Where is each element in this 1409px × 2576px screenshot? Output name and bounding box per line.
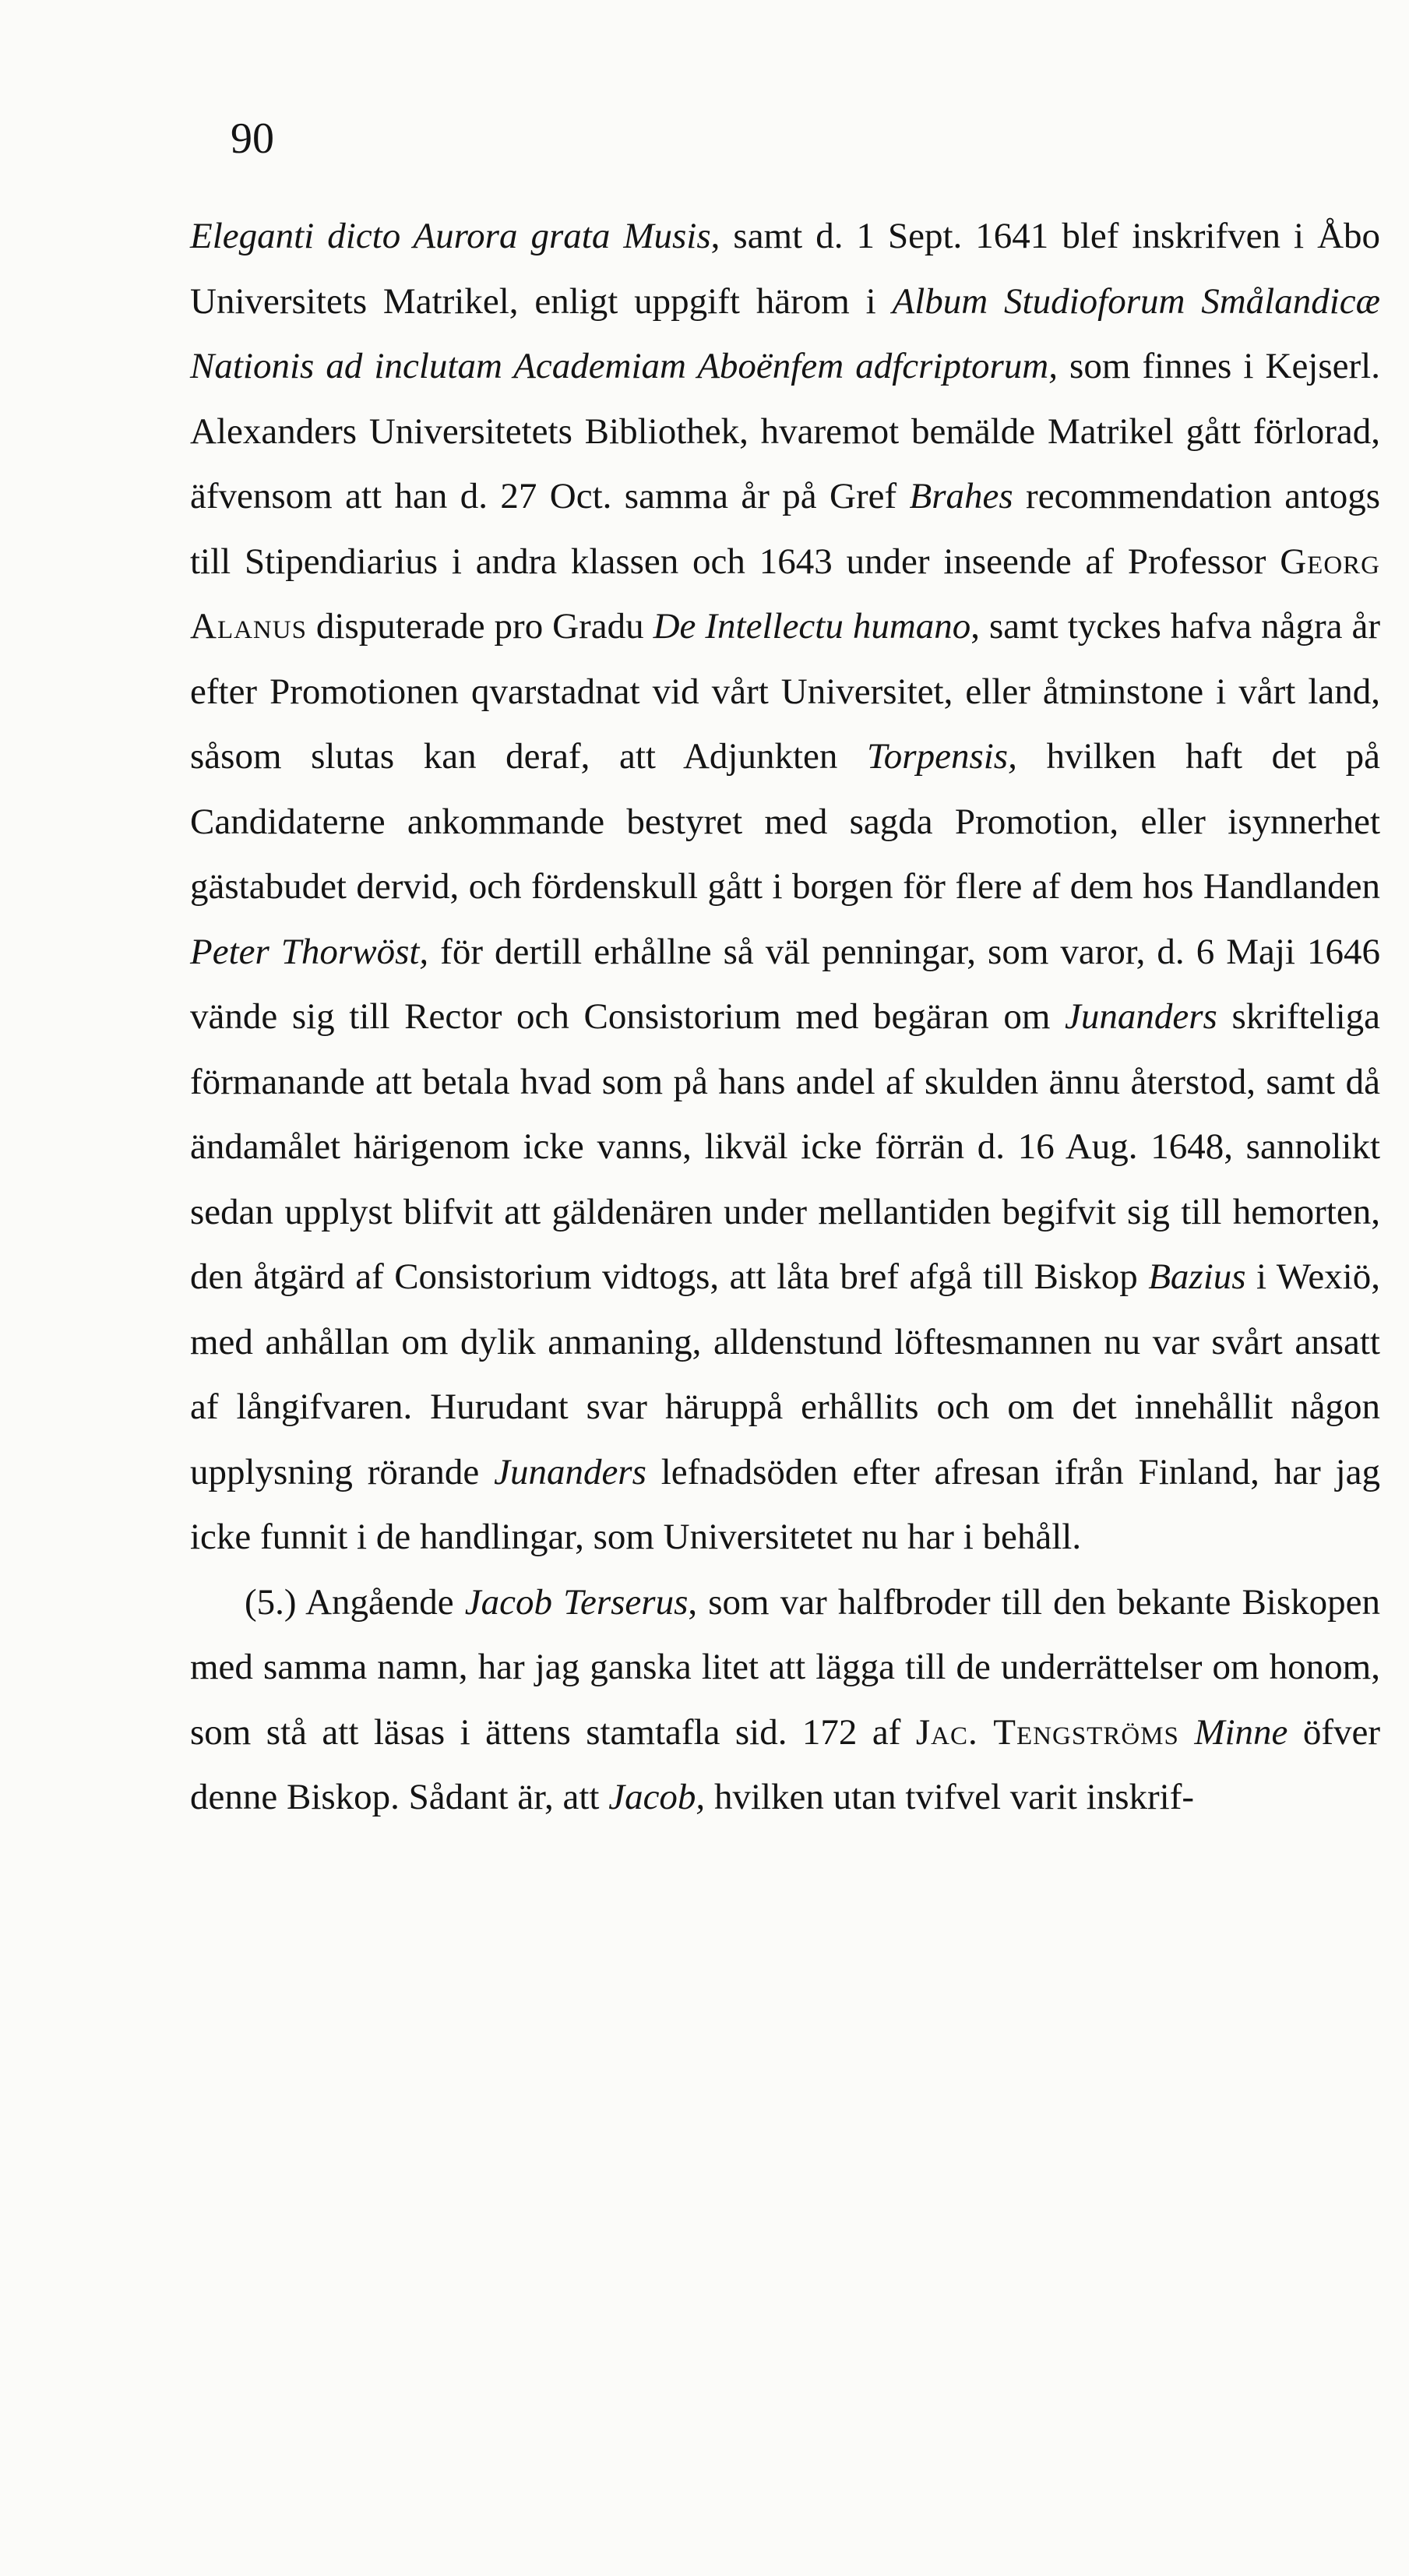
page-number: 90 — [231, 115, 274, 163]
text-run: Jacob, — [608, 1777, 706, 1817]
text-run: hvilken utan tvifvel varit inskrif- — [705, 1777, 1195, 1817]
text-run: , samt tyckes hafva några år efter Promotionen qvarstadnat vid vårt Universitet, eller åtminstone i vårt land, såsom slutas kan deraf, att Adjunkten — [190, 606, 1380, 777]
text-run: De Intellectu humano — [653, 606, 971, 647]
text-run: i Wexiö, med anhållan om dylik anmaning, alldenstund löftesmannen nu var svårt ansatt af långifvaren. Hurudant svar häruppå erhållits och om det innehållit någon upplysning rörande — [190, 1256, 1380, 1492]
text-run: skrifteliga förmanande att betala hvad som på hans andel af skulden ännu återstod, samt då ändamålet härigenom icke vanns, likväl icke förrän d. 16 Aug. 1648, sannolikt sedan upplyst blifvit att gäldenären under mellantiden begifvit sig till hemorten, den åtgärd af Consistorium vidtogs, att låta bref afgå till Biskop — [190, 996, 1380, 1297]
text-run: Brahes — [909, 476, 1013, 516]
text-run — [1179, 1712, 1194, 1753]
text-run: Jac. Tengströms — [915, 1711, 1179, 1753]
text-run: öfver denne Biskop. Sådant är, att — [190, 1711, 1381, 1817]
text-run: för dertill erhållne så väl penningar, som varor, d. 6 Maji 1646 vände sig till Rector och Consistorium med begäran om — [190, 931, 1380, 1037]
text-run: recommendation antogs till Stipendiarius i andra klassen och 1643 under inseende af Professor — [190, 476, 1380, 582]
text-run: Torpensis, — [866, 736, 1017, 777]
text-run: (5.) Angående — [245, 1581, 465, 1623]
text-run: lefnadsöden efter afresan ifrån Finland, har jag icke funnit i de handlingar, som Universitetet nu har i behåll. — [190, 1451, 1380, 1557]
body-text — [190, 204, 1380, 1831]
text-run: , som var halfbroder till den bekante Biskopen med samma namn, har jag ganska litet att lägga till de underrättelser om honom, som stå att läsas i ättens stamtafla sid. 172 af — [190, 1581, 1381, 1753]
text-run: Junanders — [494, 1451, 646, 1492]
text-run: Minne — [1194, 1711, 1288, 1753]
text-run: Bazius — [1148, 1256, 1246, 1297]
text-run: Peter Thorwöst, — [190, 931, 429, 972]
text-run: Album Studioforum Smålandicæ Nationis ad inclutam Academiam Aboënfem adfcriptorum, — [190, 280, 1380, 386]
text-run: , samt d. 1 Sept. 1641 blef inskrifven i Åbo Universitets Matrikel, enligt uppgift härom i — [190, 216, 1381, 322]
text-run: Eleganti dicto Aurora grata Musis — [190, 216, 711, 256]
text-run: Junanders — [1065, 996, 1217, 1037]
paragraph-2 — [190, 1570, 1380, 1831]
text-run: Jacob Terserus — [464, 1581, 689, 1623]
text-run: hvilken haft det på Candidaterne ankommande bestyret med sagda Promotion, eller isynnerhet gästabudet dervid, och fördenskull gått i borgen för flere af dem hos Handlanden — [190, 736, 1381, 907]
paragraph-1 — [190, 204, 1380, 1570]
text-run: Georg Alanus — [190, 541, 1380, 647]
text-run: som finnes i Kejserl. Alexanders Universitetets Bibliothek, hvaremot bemälde Matrikel gått förlorad, äfvensom att han d. 27 Oct. samma år på Gref — [190, 346, 1380, 516]
text-run: disputerade pro Gradu — [306, 606, 653, 647]
